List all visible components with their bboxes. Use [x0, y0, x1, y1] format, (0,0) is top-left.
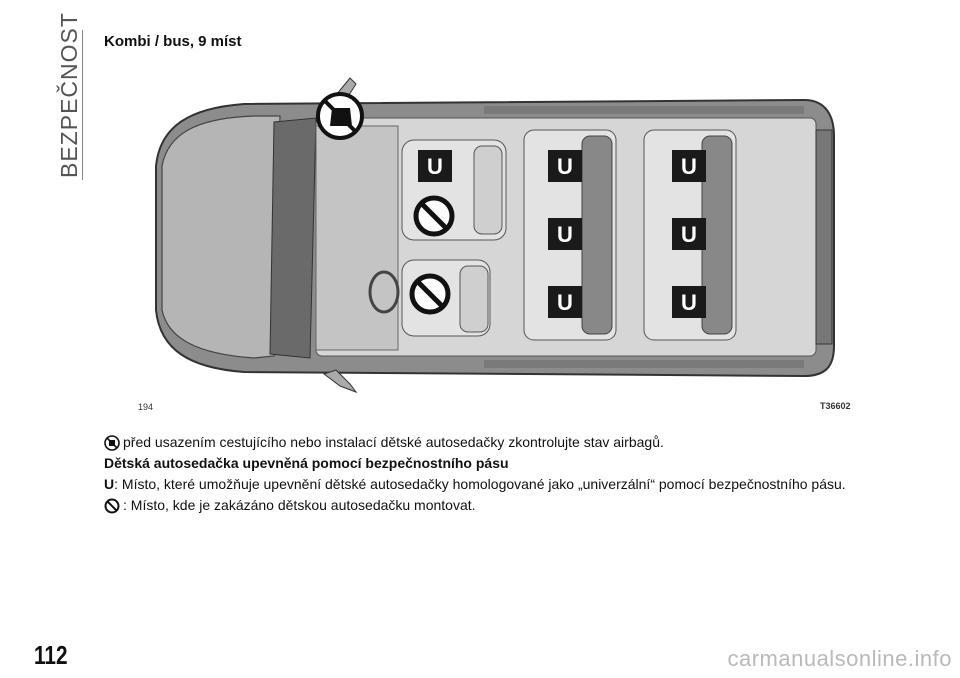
watermark-text: carmanualsonline.info — [727, 646, 952, 671]
u-definition-text: : Místo, které umožňuje upevnění dětské autosedačky homologované jako „univerzální“ pomocí bezpečnostního pásu. — [114, 476, 846, 492]
universal-seat-letter: U — [681, 154, 697, 179]
section-label: BEZPEČNOST — [56, 12, 82, 178]
prohibited-definition-line — [104, 495, 864, 516]
universal-seat-letter: U — [557, 154, 573, 179]
van-seating-figure — [104, 56, 856, 418]
prohibited-icon — [104, 498, 120, 514]
van-top-view-illustration — [104, 56, 856, 418]
airbag-warning-icon — [104, 435, 120, 451]
legend-heading: Dětská autosedačka upevněná pomocí bezpečnostního pásu — [104, 455, 509, 471]
prohibited-icon — [412, 276, 448, 312]
airbag-note-text: před usazením cestujícího nebo instalací dětské autosedačky zkontrolujte stav airbagů. — [123, 434, 664, 450]
u-key: U — [104, 476, 115, 492]
universal-seat-letter: U — [557, 290, 573, 315]
section-side-tab — [56, 12, 83, 180]
airbag-warning-icon — [318, 94, 362, 138]
page-number: 112 — [34, 640, 68, 670]
prohibited-definition-text: : Místo, kde je zakázáno dětskou autosedačku montovat. — [123, 497, 476, 513]
airbag-note-line — [104, 432, 864, 453]
prohibited-icon — [416, 198, 452, 234]
universal-seat-letter: U — [557, 222, 573, 247]
u-definition-line — [104, 474, 864, 495]
universal-seat-letter: U — [427, 154, 443, 179]
page-title: Kombi / bus, 9 míst — [104, 33, 242, 50]
universal-seat-letter: U — [681, 222, 697, 247]
figure-number: 194 — [138, 402, 154, 412]
figure-code: T36602 — [820, 401, 851, 411]
universal-seat-letter: U — [681, 290, 697, 315]
legend-heading-line — [104, 453, 864, 474]
legend-text — [104, 432, 864, 516]
